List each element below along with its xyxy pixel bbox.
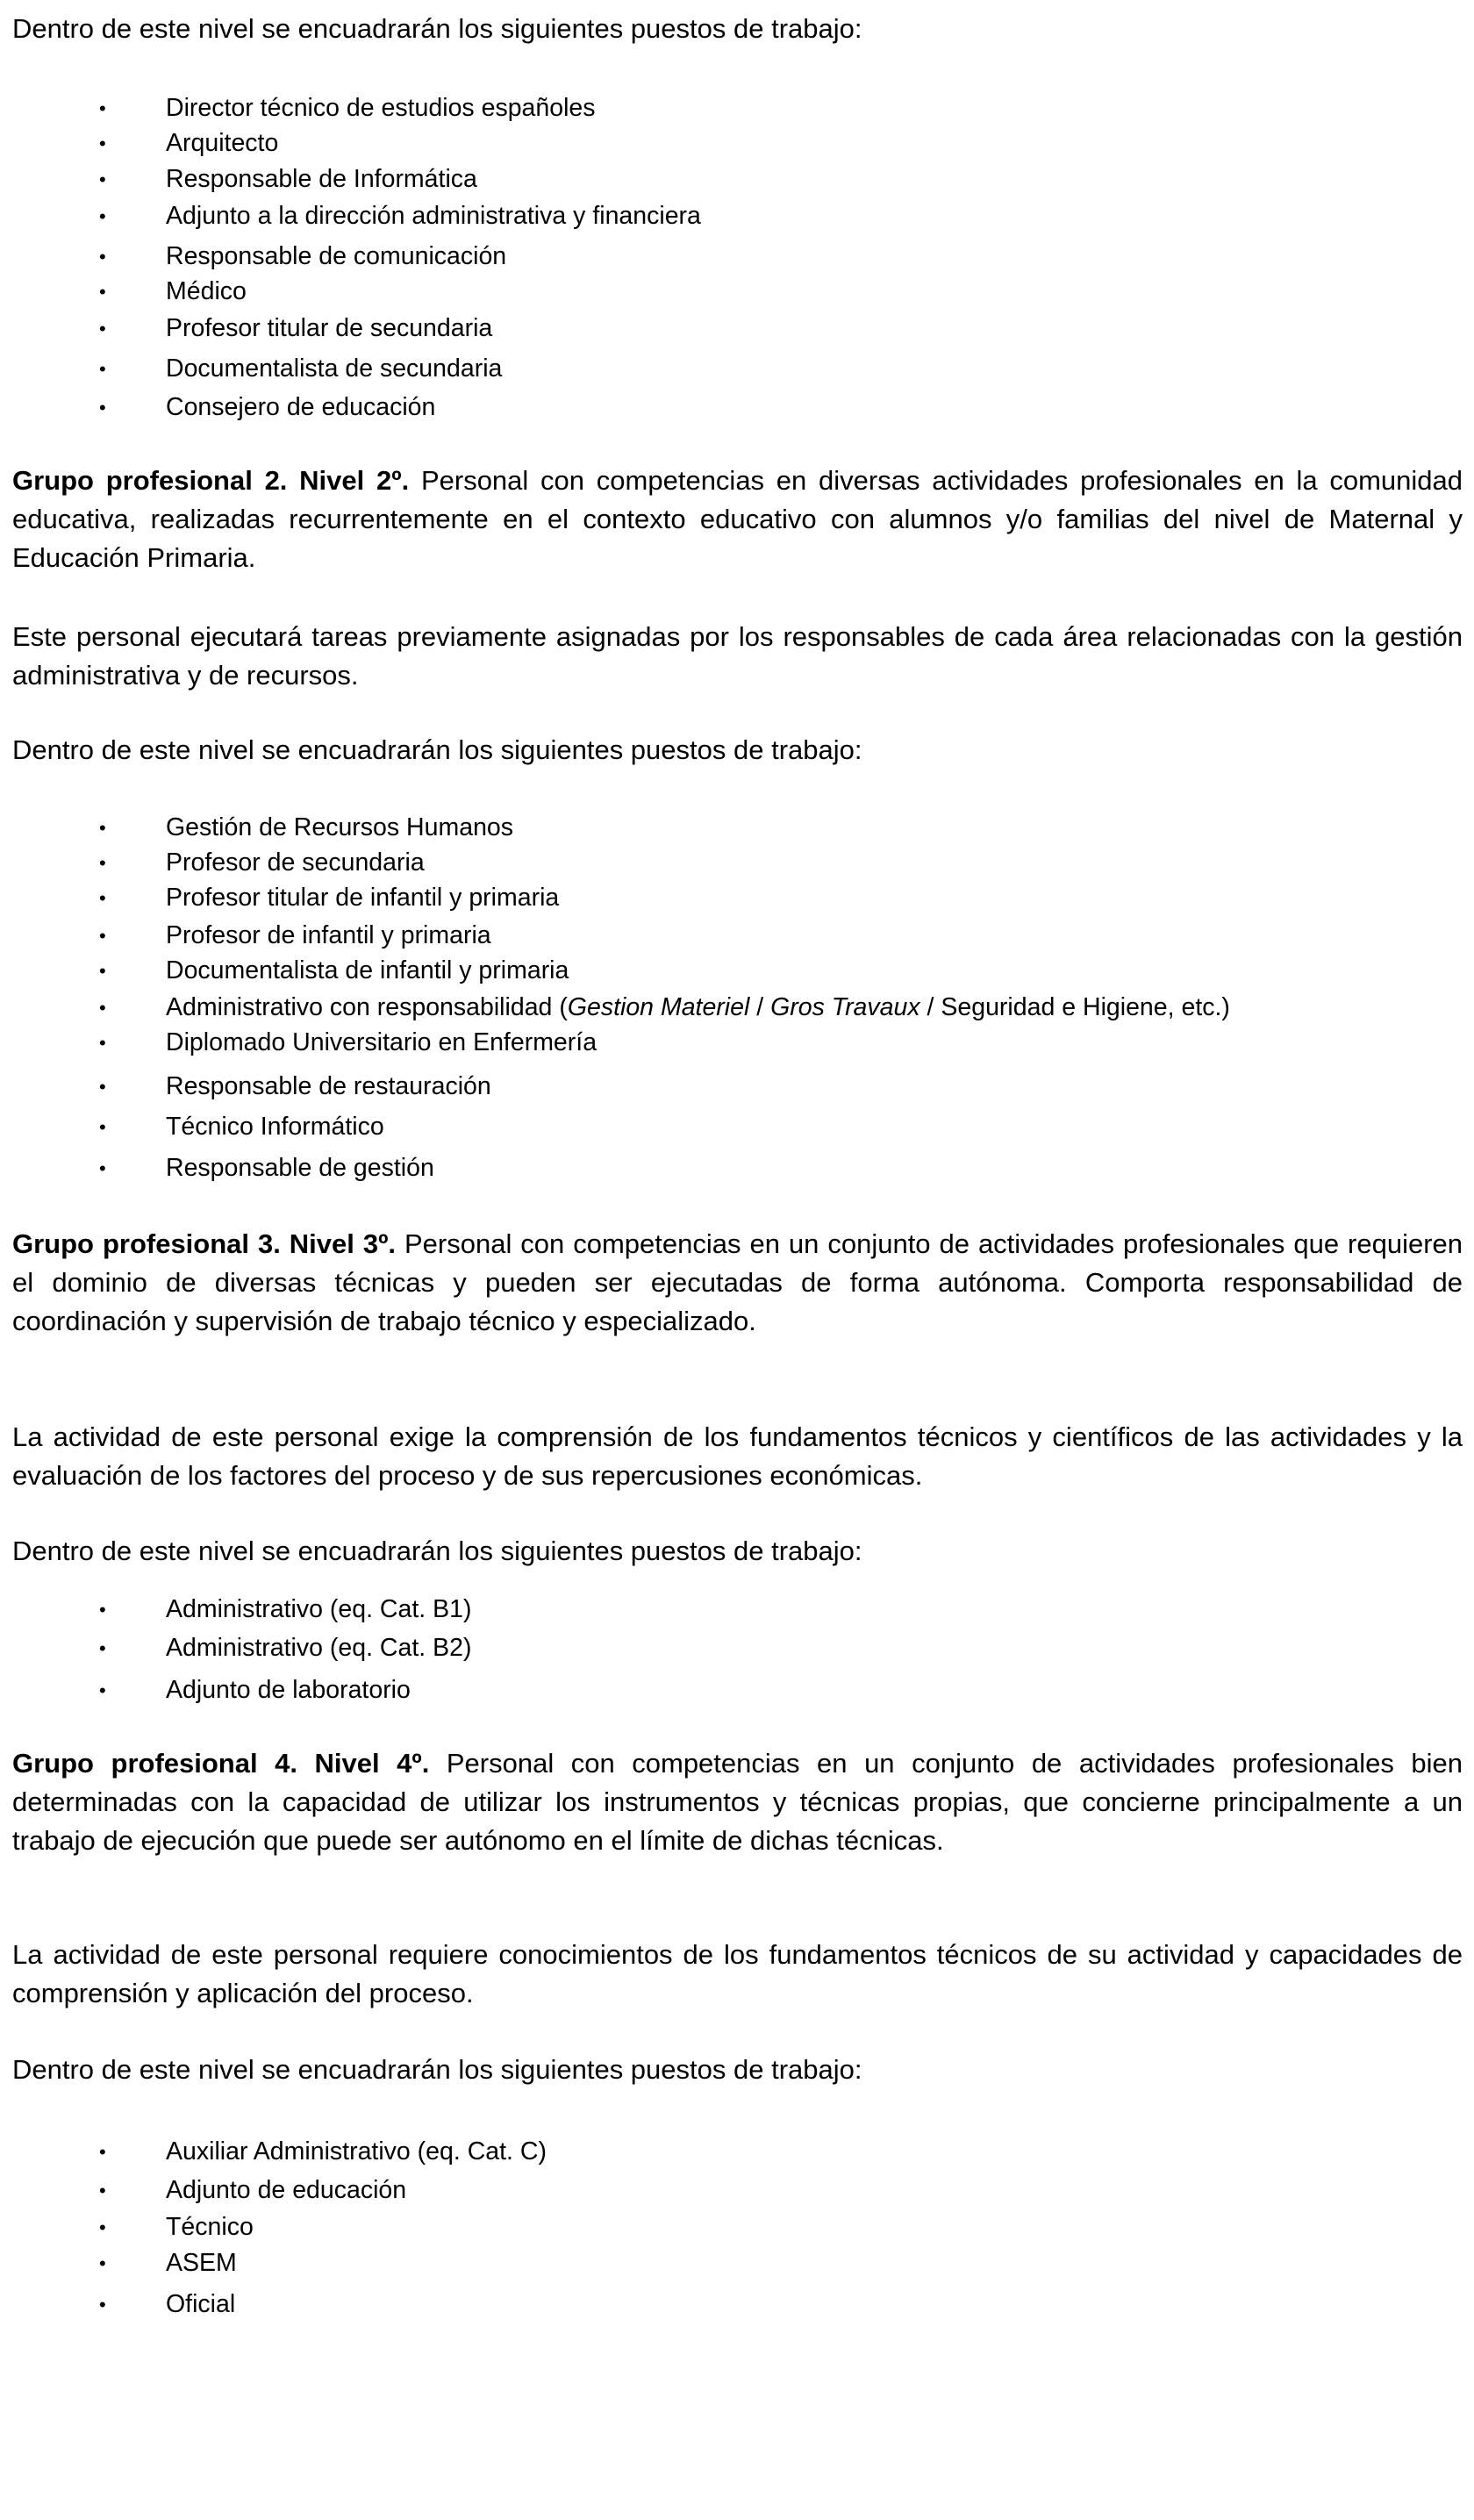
bullet-icon: •: [99, 1032, 106, 1054]
group3-paragraph2: La actividad de este personal exige la comprensión de los fundamentos técnicos y científicos de las actividades y la evaluación de los factores del proceso y de sus repercusiones económicas.: [12, 1421, 1463, 1491]
list-item: [0, 200, 1474, 232]
group4-paragraph: [12, 1744, 1463, 1860]
list-item-text: Arquitecto: [166, 129, 279, 157]
list-item-text: Profesor de secundaria: [166, 848, 425, 877]
bullet-icon: •: [99, 281, 106, 303]
list-item: [0, 391, 1474, 423]
list-item-text: Administrativo con responsabilidad (Gestion Materiel / Gros Travaux / Seguridad e Higiene, etc.): [166, 993, 1230, 1021]
bullet-icon: •: [99, 1076, 106, 1098]
list-item-text: Consejero de educación: [166, 393, 436, 421]
list-item: [0, 127, 1474, 159]
list-item: [0, 1027, 1474, 1058]
bullet-icon: •: [99, 1116, 106, 1138]
list-item-text: Diplomado Universitario en Enfermería: [166, 1028, 597, 1056]
group3-description: Personal con competencias en un conjunto de actividades profesionales que requieren el dominio de diversas técnicas y pueden ser ejecutadas de forma autónoma. Comporta responsabilidad de coordinación y supervisión de trabajo técnico y especializado.: [12, 1228, 1463, 1336]
list-item-text: Administrativo (eq. Cat. B1): [166, 1595, 472, 1623]
bullet-icon: •: [99, 1599, 106, 1621]
list-item-text: Responsable de restauración: [166, 1072, 491, 1100]
bullet-icon: •: [99, 397, 106, 419]
list-item: [0, 812, 1474, 843]
intro-paragraph: Dentro de este nivel se encuadrarán los siguientes puestos de trabajo:: [12, 13, 862, 44]
bullet-icon: •: [99, 997, 106, 1019]
list-item: [0, 353, 1474, 384]
bullet-icon: •: [99, 852, 106, 874]
list-item: [0, 1593, 1474, 1625]
list-item: [0, 1674, 1474, 1706]
list-item: [0, 163, 1474, 195]
list-item: [0, 2288, 1474, 2320]
bullet-icon: •: [99, 97, 106, 119]
bullet-icon: •: [99, 960, 106, 982]
group4-description: Personal con competencias en un conjunto de actividades profesionales bien determinadas con la capacidad de utilizar los instrumentos y técnicas propias, que concierne principalmente a un trabajo de ejecución que puede ser autónomo en el límite de dichas técnicas.: [12, 1748, 1463, 1856]
list-item: [0, 92, 1474, 124]
list-item: [0, 312, 1474, 344]
list-item: [0, 882, 1474, 913]
list-item: [0, 920, 1474, 951]
list-item: [0, 2247, 1474, 2279]
list-item: [0, 276, 1474, 307]
list-item: [0, 955, 1474, 986]
list-item-text: Profesor titular de secundaria: [166, 314, 493, 342]
intro-paragraph: Dentro de este nivel se encuadrarán los siguientes puestos de trabajo:: [12, 1536, 862, 1566]
intro-paragraph: Dentro de este nivel se encuadrarán los siguientes puestos de trabajo:: [12, 734, 862, 765]
bullet-icon: •: [99, 2294, 106, 2316]
group2-description: Personal con competencias en diversas actividades profesionales en la comunidad educativa, realizadas recurrentemente en el contexto educativo con alumnos y/o familias del nivel de Maternal y Educación Primaria.: [12, 465, 1463, 573]
list-item-text: Adjunto a la dirección administrativa y financiera: [166, 202, 701, 230]
list-item-text: Director técnico de estudios españoles: [166, 94, 596, 122]
list-item-text: Responsable de gestión: [166, 1154, 434, 1182]
list-item-text: Responsable de Informática: [166, 165, 477, 193]
bullet-icon: •: [99, 2216, 106, 2238]
bullet-icon: •: [99, 925, 106, 947]
list-item-text: Técnico: [166, 2213, 254, 2241]
bullet-icon: •: [99, 132, 106, 154]
bullet-icon: •: [99, 2252, 106, 2274]
bullet-icon: •: [99, 1637, 106, 1659]
list-item-text: ASEM: [166, 2249, 237, 2277]
list-item-text: Administrativo (eq. Cat. B2): [166, 1634, 472, 1662]
group3-heading: Grupo profesional 3. Nivel 3º.: [12, 1228, 397, 1259]
list-item-text: Responsable de comunicación: [166, 242, 507, 270]
group2-paragraph: [12, 462, 1463, 577]
list-item-text: Técnico Informático: [166, 1113, 384, 1141]
bullet-icon: •: [99, 246, 106, 268]
group4-heading: Grupo profesional 4. Nivel 4º.: [12, 1748, 430, 1779]
list-item: [0, 847, 1474, 878]
bullet-icon: •: [99, 817, 106, 839]
list-item-text: Profesor de infantil y primaria: [166, 921, 491, 949]
bullet-icon: •: [99, 1679, 106, 1701]
bullet-icon: •: [99, 318, 106, 340]
group2-paragraph2: Este personal ejecutará tareas previamente asignadas por los responsables de cada área relacionadas con la gestión administrativa y de recursos.: [12, 621, 1463, 691]
list-item: [0, 2136, 1474, 2167]
list-item: [0, 992, 1474, 1023]
bullet-icon: •: [99, 1157, 106, 1179]
list-item-text: Documentalista de secundaria: [166, 354, 503, 383]
list-item: [0, 1152, 1474, 1184]
intro-paragraph: Dentro de este nivel se encuadrarán los siguientes puestos de trabajo:: [12, 2054, 862, 2085]
list-item-text: Adjunto de educación: [166, 2176, 407, 2204]
bullet-icon: •: [99, 887, 106, 909]
bullet-icon: •: [99, 358, 106, 380]
list-item-text: Profesor titular de infantil y primaria: [166, 884, 560, 912]
list-item-text: Gestión de Recursos Humanos: [166, 813, 514, 841]
list-item: [0, 1111, 1474, 1142]
bullet-icon: •: [99, 2141, 106, 2163]
bullet-icon: •: [99, 2180, 106, 2201]
group2-heading: Grupo profesional 2. Nivel 2º.: [12, 465, 410, 496]
list-item: [0, 2174, 1474, 2206]
group4-paragraph2: La actividad de este personal requiere conocimientos de los fundamentos técnicos de su actividad y capacidades de comprensión y aplicación del proceso.: [12, 1939, 1463, 2008]
list-item-text: Médico: [166, 277, 247, 305]
list-item-text: Oficial: [166, 2290, 236, 2318]
list-item-text: Documentalista de infantil y primaria: [166, 956, 569, 984]
list-item-text: Auxiliar Administrativo (eq. Cat. C): [166, 2137, 547, 2166]
list-item-text: Adjunto de laboratorio: [166, 1676, 411, 1704]
list-item: [0, 2211, 1474, 2243]
list-item: [0, 240, 1474, 272]
bullet-icon: •: [99, 168, 106, 190]
list-item: [0, 1070, 1474, 1102]
bullet-icon: •: [99, 205, 106, 227]
list-item: [0, 1632, 1474, 1664]
group3-paragraph: [12, 1225, 1463, 1341]
